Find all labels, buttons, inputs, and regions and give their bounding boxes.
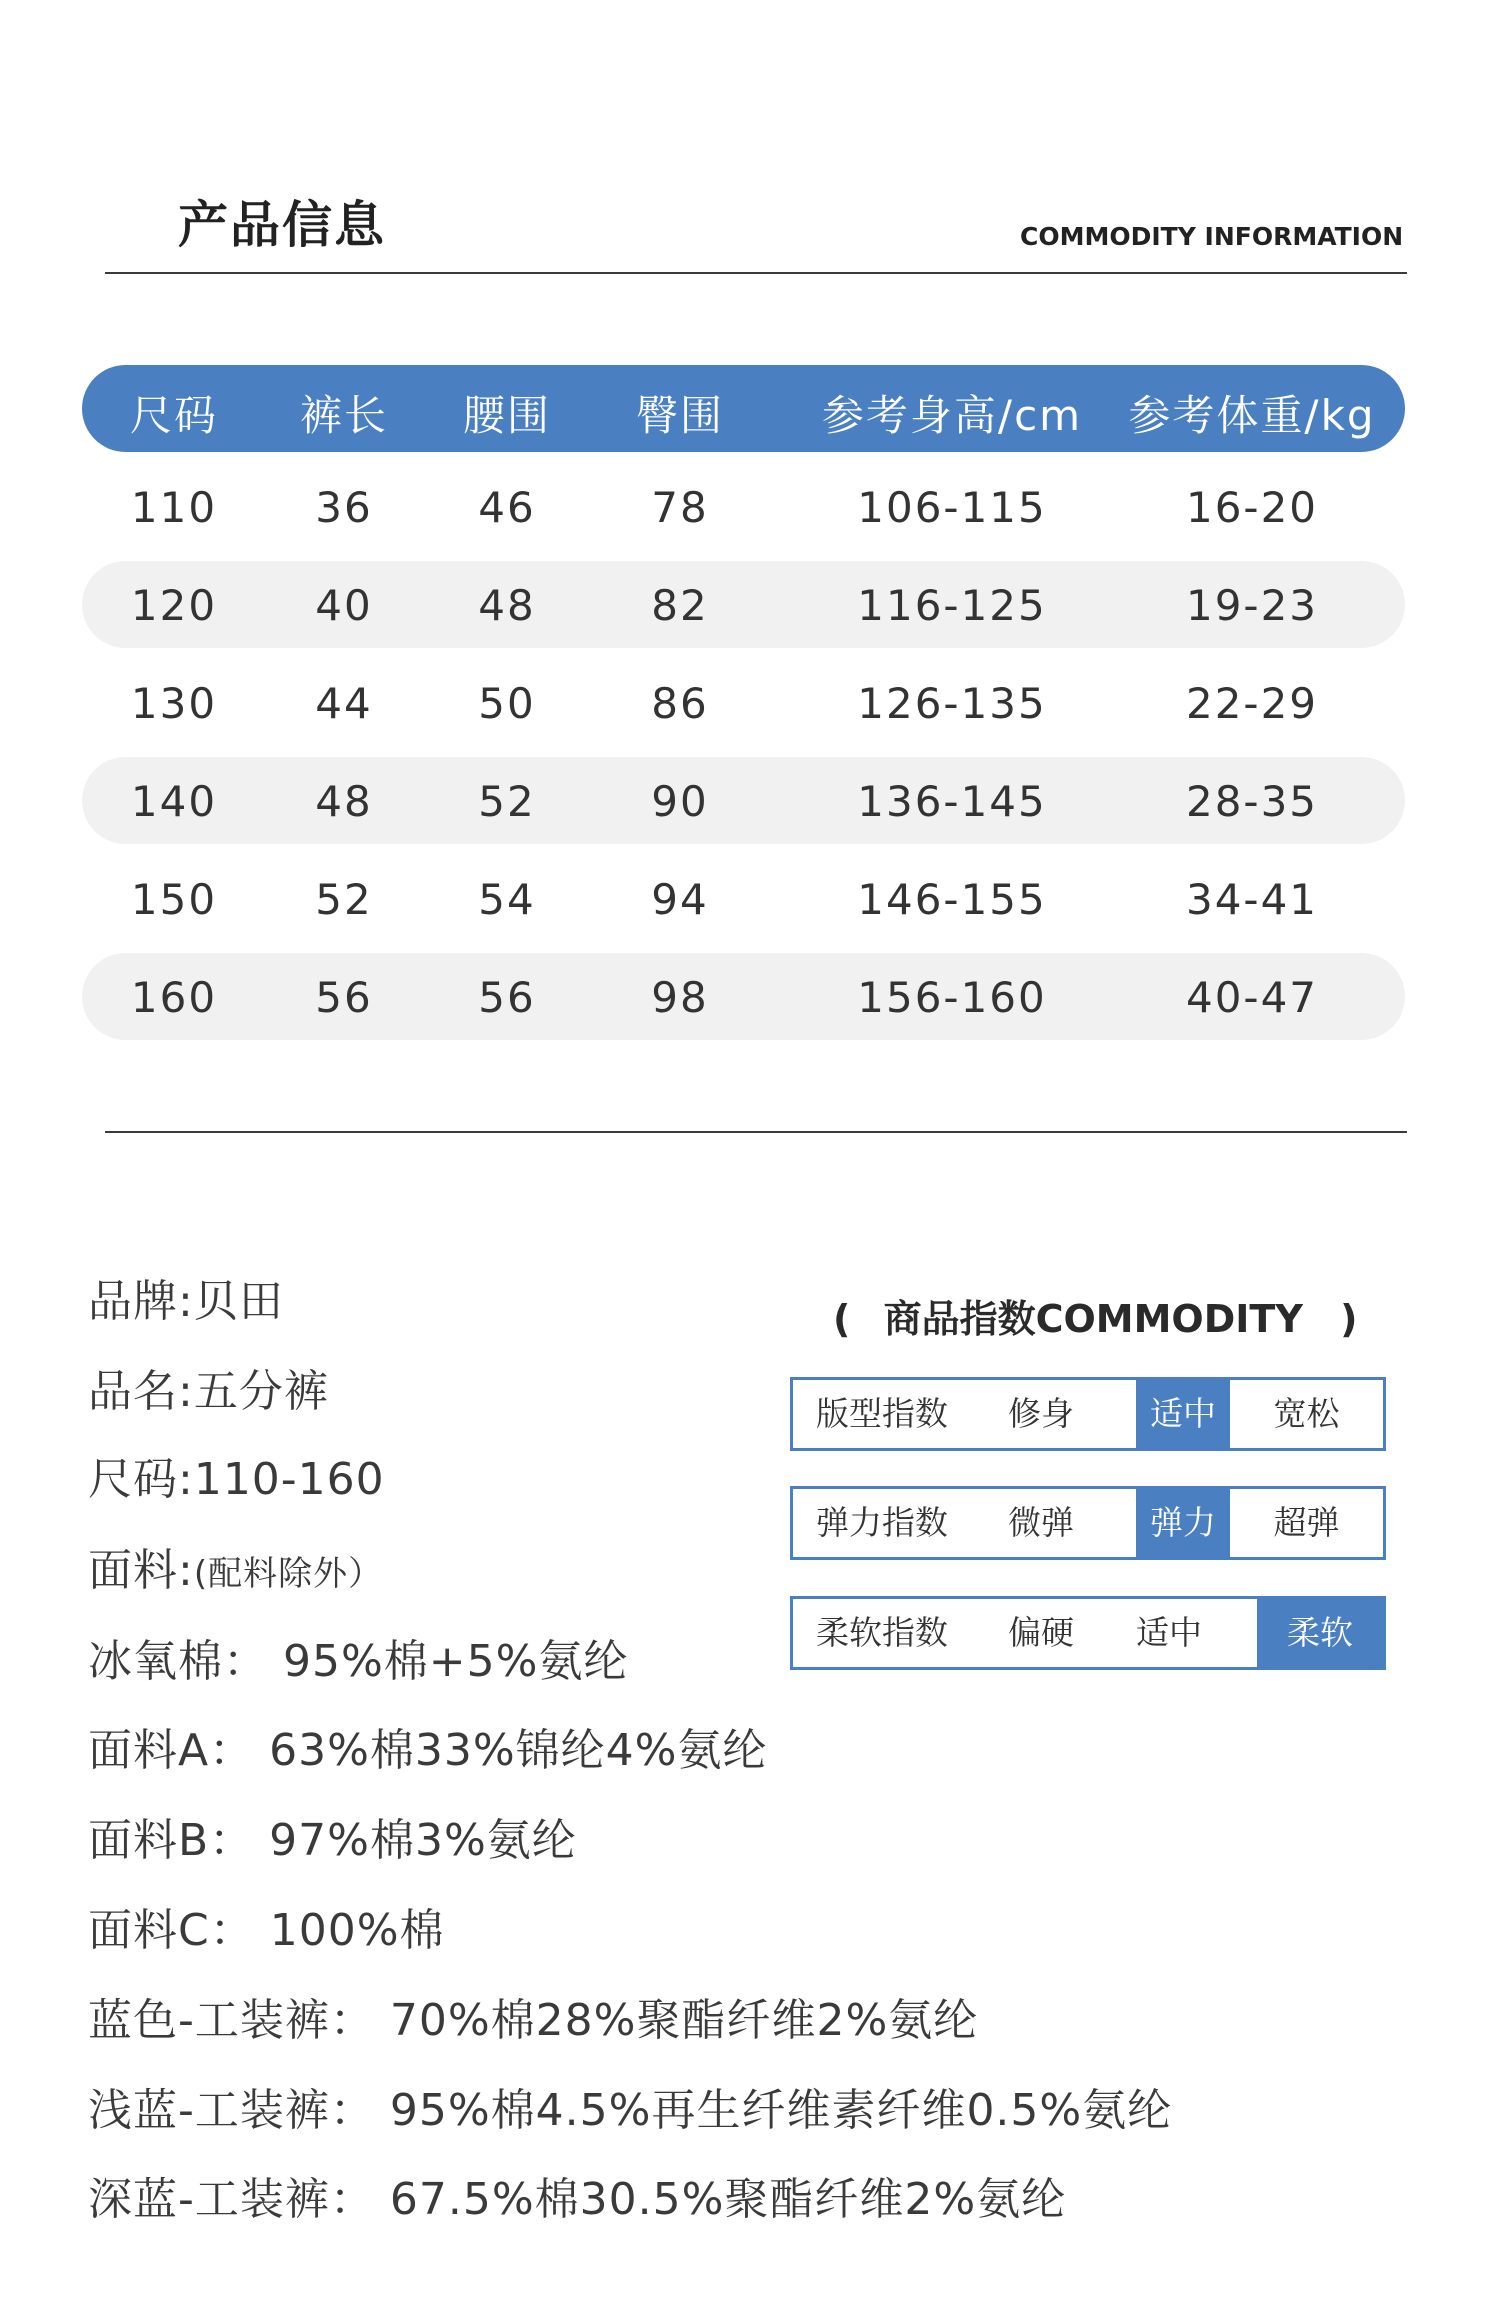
header-weight: 参考体重/kg [1128, 391, 1376, 440]
divider-bottom [105, 1131, 1407, 1133]
cell-waist: 52 [478, 777, 536, 826]
paren-open: ( [833, 1297, 851, 1341]
size-table-header [82, 365, 1405, 452]
info-fabric [88, 1534, 383, 1598]
info-brand: 品牌:贝田 [88, 1276, 284, 1327]
info-dark-blue-workwear: 深蓝-工装裤： 67.5%棉30.5%聚酯纤维2%氨纶 [88, 2174, 1067, 2225]
stretch-option-stretch: 弹力 [1136, 1489, 1230, 1557]
table-row [82, 561, 1405, 648]
table-row [82, 953, 1405, 1040]
header-size: 尺码 [129, 391, 219, 440]
softness-option-soft: 柔软 [1257, 1599, 1383, 1667]
softness-option-medium: 适中 [1136, 1613, 1202, 1652]
stretch-index-row [790, 1486, 1386, 1560]
cell-hip: 78 [651, 483, 709, 532]
cell-size: 110 [130, 483, 218, 532]
info-fabric-note: (配料除外） [193, 1554, 384, 1594]
cell-waist: 48 [478, 581, 536, 630]
cell-size: 130 [130, 679, 218, 728]
cell-size: 150 [130, 875, 218, 924]
info-ice-cotton: 冰氧棉： 95%棉+5%氨纶 [88, 1636, 629, 1687]
cell-hip: 82 [651, 581, 709, 630]
table-row [82, 659, 1405, 746]
info-blue-workwear: 蓝色-工装裤： 70%棉28%聚酯纤维2%氨纶 [88, 1995, 979, 2046]
header-hip: 臀围 [635, 391, 725, 440]
cell-length: 36 [315, 483, 373, 532]
cell-length: 40 [315, 581, 373, 630]
cell-weight: 40-47 [1185, 973, 1319, 1022]
info-fabric-a: 面料A： 63%棉33%锦纶4%氨纶 [88, 1725, 768, 1776]
cell-length: 56 [315, 973, 373, 1022]
stretch-index-label: 弹力指数 [816, 1503, 948, 1542]
info-light-blue-workwear: 浅蓝-工装裤： 95%棉4.5%再生纤维素纤维0.5%氨纶 [88, 2085, 1173, 2136]
fit-index-label: 版型指数 [816, 1394, 948, 1433]
softness-index-row [790, 1596, 1386, 1670]
page-subtitle: COMMODITY INFORMATION [1020, 222, 1404, 251]
softness-index-label: 柔软指数 [816, 1613, 948, 1652]
cell-hip: 86 [651, 679, 709, 728]
cell-waist: 50 [478, 679, 536, 728]
cell-weight: 22-29 [1185, 679, 1319, 728]
cell-waist: 56 [478, 973, 536, 1022]
size-table [82, 365, 1405, 1040]
softness-option-firm: 偏硬 [1008, 1613, 1074, 1652]
cell-height: 136-145 [857, 777, 1047, 826]
cell-length: 44 [315, 679, 373, 728]
index-panel-title [833, 1288, 1357, 1343]
divider-top [105, 272, 1407, 274]
fit-option-regular: 适中 [1136, 1380, 1230, 1448]
info-fabric-b: 面料B： 97%棉3%氨纶 [88, 1815, 577, 1866]
header-height: 参考身高/cm [821, 391, 1083, 440]
cell-size: 140 [130, 777, 218, 826]
index-panel-title-text: 商品指数COMMODITY [883, 1297, 1303, 1341]
table-row [82, 463, 1405, 550]
cell-hip: 90 [651, 777, 709, 826]
cell-waist: 46 [478, 483, 536, 532]
page-title: 产品信息 [178, 196, 386, 254]
cell-height: 106-115 [857, 483, 1047, 532]
info-size: 尺码:110-160 [88, 1454, 385, 1505]
header-length: 裤长 [299, 391, 389, 440]
stretch-option-super: 超弹 [1273, 1503, 1340, 1542]
cell-height: 116-125 [857, 581, 1047, 630]
info-name: 品名:五分裤 [88, 1366, 329, 1417]
fit-option-slim: 修身 [1008, 1394, 1074, 1433]
cell-size: 160 [130, 973, 218, 1022]
cell-height: 156-160 [857, 973, 1047, 1022]
info-fabric-label: 面料: [88, 1545, 194, 1596]
cell-hip: 94 [651, 875, 709, 924]
cell-size: 120 [130, 581, 218, 630]
cell-waist: 54 [478, 875, 536, 924]
info-fabric-c: 面料C： 100%棉 [88, 1905, 445, 1956]
cell-height: 126-135 [857, 679, 1047, 728]
paren-close: ) [1340, 1297, 1358, 1341]
fit-option-loose: 宽松 [1273, 1394, 1340, 1433]
cell-length: 48 [315, 777, 373, 826]
cell-weight: 19-23 [1185, 581, 1319, 630]
fit-index-row [790, 1377, 1386, 1451]
cell-weight: 16-20 [1185, 483, 1319, 532]
cell-weight: 28-35 [1185, 777, 1319, 826]
cell-height: 146-155 [857, 875, 1047, 924]
table-row [82, 757, 1405, 844]
cell-hip: 98 [651, 973, 709, 1022]
stretch-option-slight: 微弹 [1008, 1503, 1074, 1542]
cell-weight: 34-41 [1185, 875, 1319, 924]
table-row [82, 855, 1405, 942]
header-waist: 腰围 [462, 391, 552, 440]
cell-length: 52 [315, 875, 373, 924]
